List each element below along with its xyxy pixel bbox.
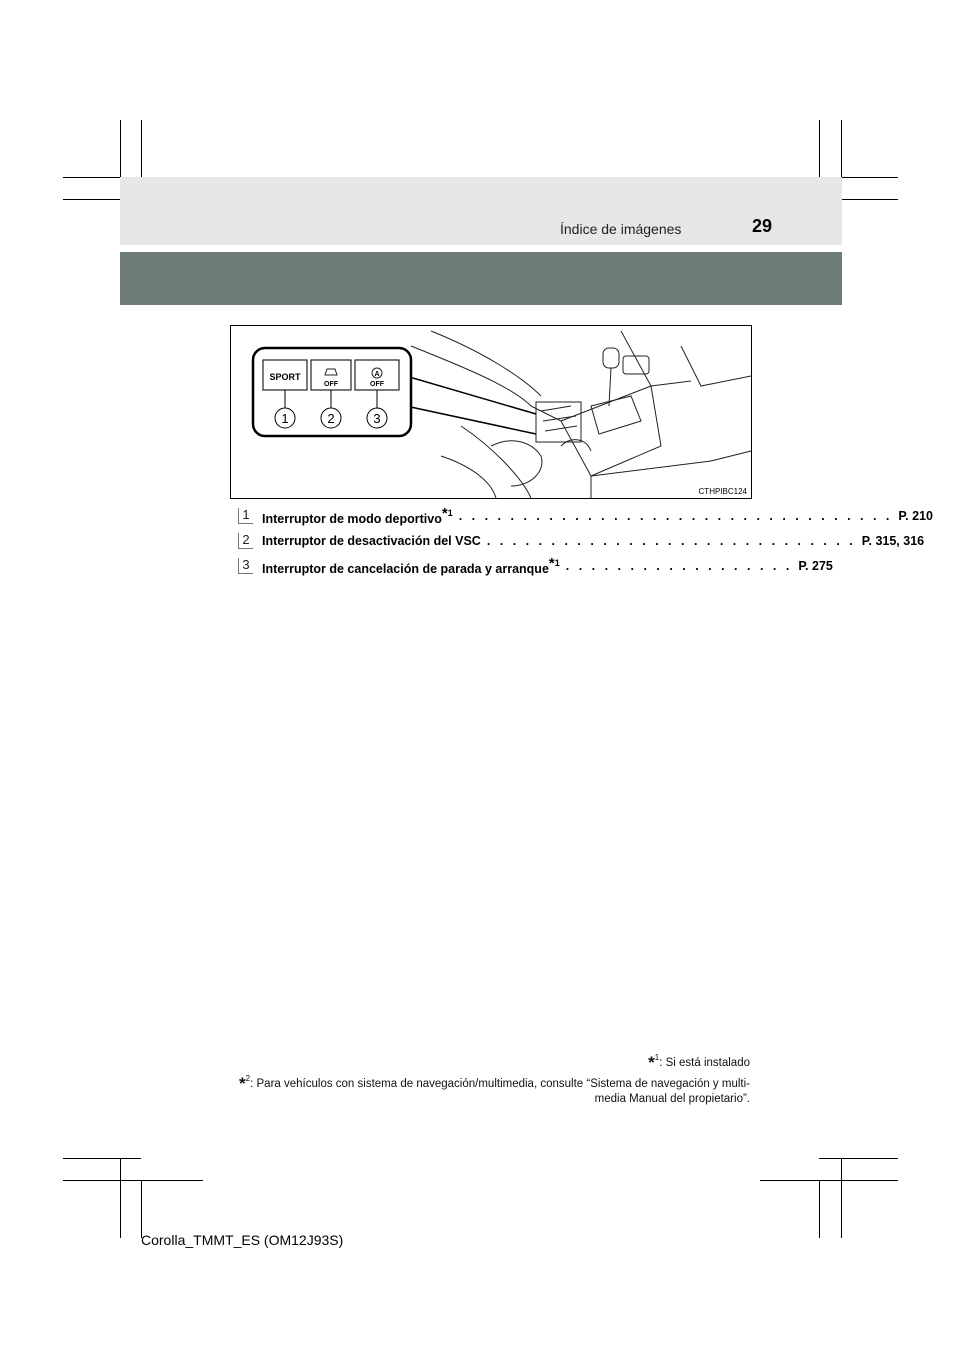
crop-mark (841, 1158, 842, 1238)
console-figure (230, 325, 752, 499)
crop-mark (120, 1158, 121, 1238)
footnote-asterisk: * (441, 504, 448, 522)
item-marker: 1 (238, 508, 253, 524)
footnotes (150, 1050, 750, 1107)
header-band (120, 177, 842, 245)
auto-stop-off-label: OFF (370, 381, 384, 388)
footnote-1: *$^1$: Si está instalado (648, 1053, 750, 1072)
document-code: Corolla_TMMT_ES (OM12J93S) (141, 1232, 344, 1248)
footnote-2-continued: media Manual del propietario”. (594, 1093, 750, 1105)
crop-mark (819, 1180, 820, 1238)
callout-3: 3 (373, 411, 381, 426)
crop-mark (819, 1158, 898, 1159)
item-label: Interruptor de desactivación del VSC (262, 533, 481, 548)
sport-switch-label: SPORT (269, 372, 301, 382)
leader-dots: . . . . . . . . . . . . . . . . . . . . . . . . . . . . . (486, 533, 856, 548)
page-reference-link[interactable]: P. 315, 316 (861, 533, 925, 548)
list-item (238, 503, 933, 528)
item-label: Interruptor de cancelación de parada y arranque$^{*1}$ (262, 554, 560, 576)
item-label: Interruptor de modo deportivo$^{*1}$ (262, 504, 453, 526)
list-item (238, 553, 833, 578)
item-marker: 3 (238, 558, 253, 574)
page-reference-link[interactable]: P. 210 (898, 508, 933, 523)
console-illustration (231, 326, 751, 498)
auto-stop-letter: A (374, 371, 380, 378)
callout-2: 2 (327, 411, 335, 426)
list-item (238, 528, 925, 553)
callout-1: 1 (281, 411, 289, 426)
figure-code: CTHPIBC124 (698, 487, 747, 496)
leader-dots: . . . . . . . . . . . . . . . . . . (565, 558, 793, 573)
crop-mark (760, 1180, 898, 1181)
page-number: 29 (752, 216, 773, 236)
section-title: Índice de imágenes (560, 221, 682, 237)
item-list (238, 503, 933, 578)
crop-mark (63, 1158, 141, 1159)
footnote-ref: 1 (554, 557, 560, 568)
crop-mark (63, 1180, 203, 1181)
footnote-2: *$^2$: Para vehículos con sistema de navegación/multimedia, consulte “Sistema de navegación y multi- (239, 1074, 750, 1093)
footnote-ref: 1 (447, 507, 453, 518)
vsc-off-label: OFF (324, 381, 338, 388)
page-reference-link[interactable]: P. 275 (798, 558, 833, 573)
footnote-asterisk: * (548, 554, 555, 572)
leader-dots: . . . . . . . . . . . . . . . . . . . . . . . . . . . . . . . . . . (458, 508, 893, 523)
crop-mark (141, 1180, 142, 1238)
header-dark-band (120, 252, 842, 305)
item-marker: 2 (238, 533, 253, 549)
